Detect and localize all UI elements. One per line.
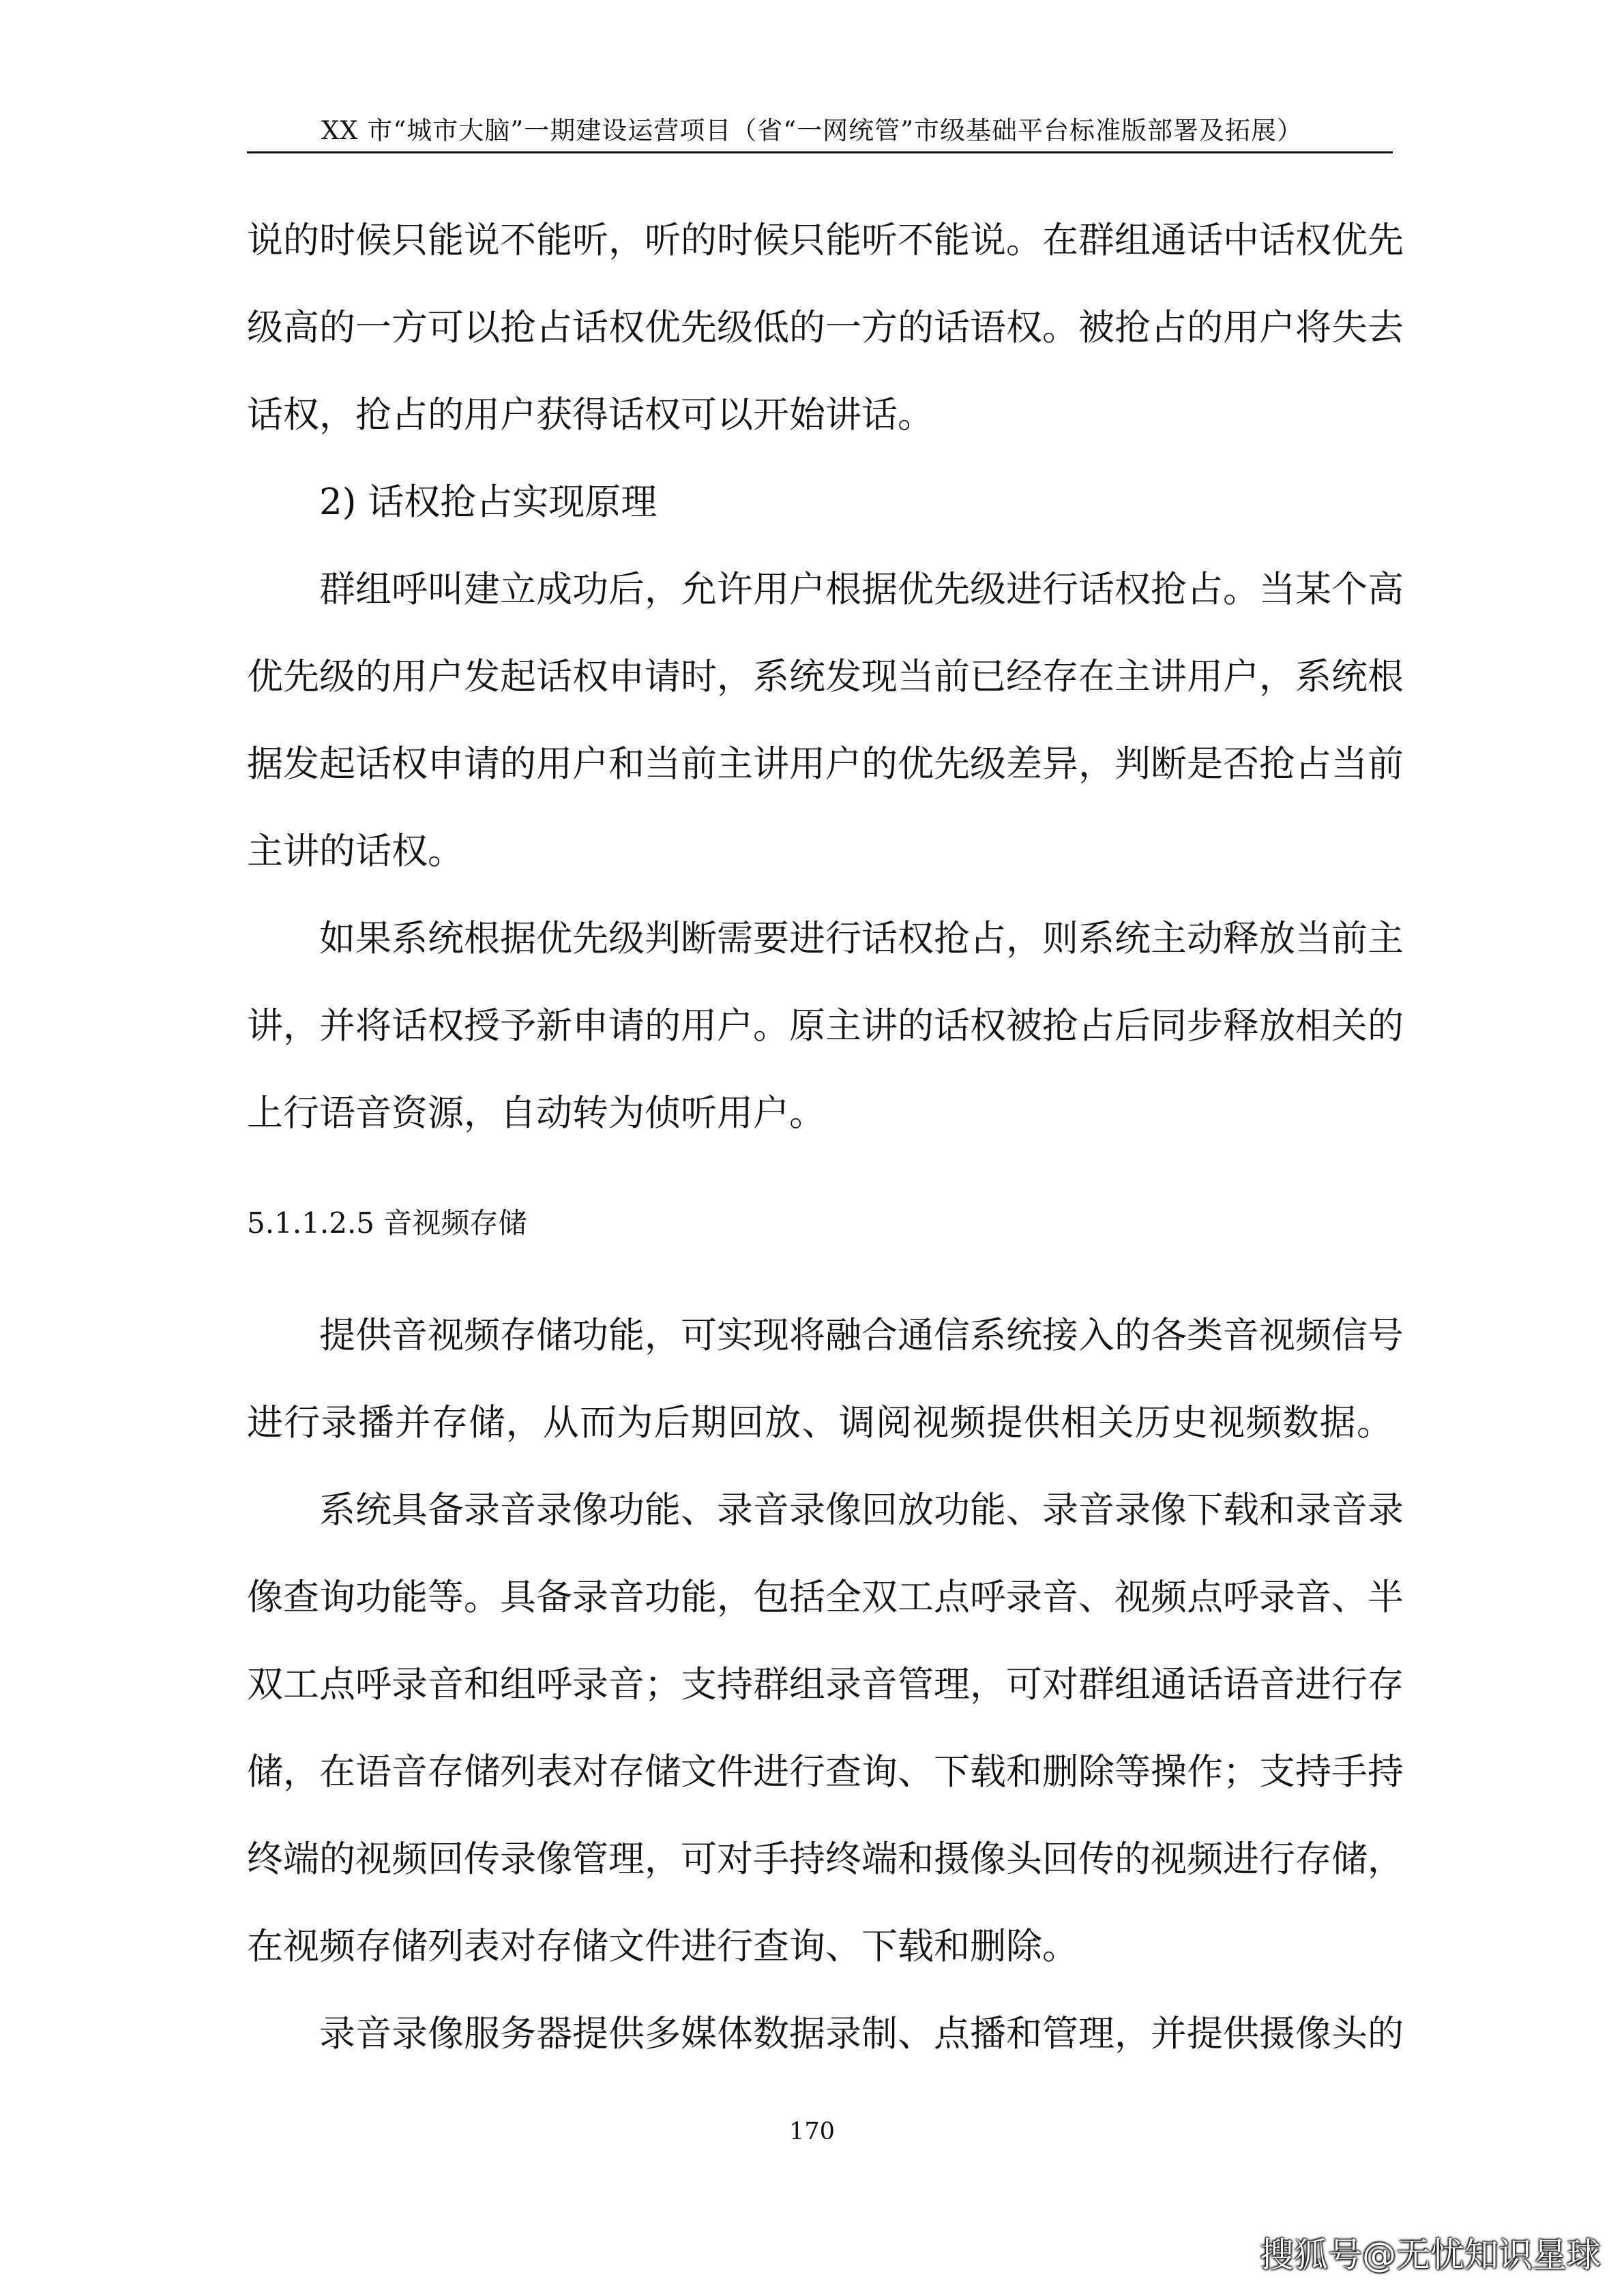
list-item-heading: 2) 话权抢占实现原理 (319, 481, 658, 523)
paragraph-line: 优先级的用户发起话权申请时，系统发现当前已经存在主讲用户，系统根 (247, 656, 1404, 698)
paragraph-line: 话权，抢占的用户获得话权可以开始讲话。 (247, 394, 934, 436)
paragraph-line: 提供音视频存储功能，可实现将融合通信系统接入的各类音视频信号 (319, 1315, 1404, 1356)
paragraph-line: 主讲的话权。 (247, 831, 464, 872)
paragraph-line: 如果系统根据优先级判断需要进行话权抢占，则系统主动释放当前主 (319, 918, 1404, 959)
paragraph-line: 进行录播并存储，从而为后期回放、调阅视频提供相关历史视频数据。 (247, 1402, 1393, 1444)
paragraph-line: 群组呼叫建立成功后，允许用户根据优先级进行话权抢占。当某个高 (319, 569, 1404, 610)
header-rule (247, 151, 1393, 153)
paragraph-line: 录音录像服务器提供多媒体数据录制、点播和管理，并提供摄像头的 (319, 2013, 1404, 2055)
paragraph-line: 系统具备录音录像功能、录音录像回放功能、录音录像下载和录音录 (319, 1489, 1404, 1531)
paragraph-line: 上行语音资源，自动转为侦听用户。 (247, 1092, 825, 1134)
paragraph-line: 像查询功能等。具备录音功能，包括全双工点呼录音、视频点呼录音、半 (247, 1577, 1404, 1618)
paragraph-line: 说的时候只能说不能听，听的时候只能听不能说。在群组通话中话权优先 (247, 220, 1404, 261)
paragraph-line: 储，在语音存储列表对存储文件进行查询、下载和删除等操作；支持手持 (247, 1751, 1404, 1793)
paragraph-line: 双工点呼录音和组呼录音；支持群组录音管理，可对群组通话语音进行存 (247, 1664, 1404, 1705)
watermark-text: 搜狐号@无忧知识星球 (1260, 2235, 1601, 2275)
section-heading: 5.1.1.2.5 音视频存储 (247, 1206, 527, 1240)
paragraph-line: 讲，并将话权授予新申请的用户。原主讲的话权被抢占后同步释放相关的 (247, 1005, 1404, 1047)
paragraph-line: 级高的一方可以抢占话权优先级低的一方的话语权。被抢占的用户将失去 (247, 307, 1404, 348)
paragraph-line: 据发起话权申请的用户和当前主讲用户的优先级差异，判断是否抢占当前 (247, 743, 1404, 785)
page-number: 170 (789, 2118, 835, 2145)
paragraph-line: 终端的视频回传录像管理，可对手持终端和摄像头回传的视频进行存储， (247, 1838, 1404, 1880)
paragraph-line: 在视频存储列表对存储文件进行查询、下载和删除。 (247, 1926, 1078, 1967)
running-header: XX 市“城市大脑”一期建设运营项目（省“一网统管”市级基础平台标准版部署及拓展） (321, 116, 1303, 145)
